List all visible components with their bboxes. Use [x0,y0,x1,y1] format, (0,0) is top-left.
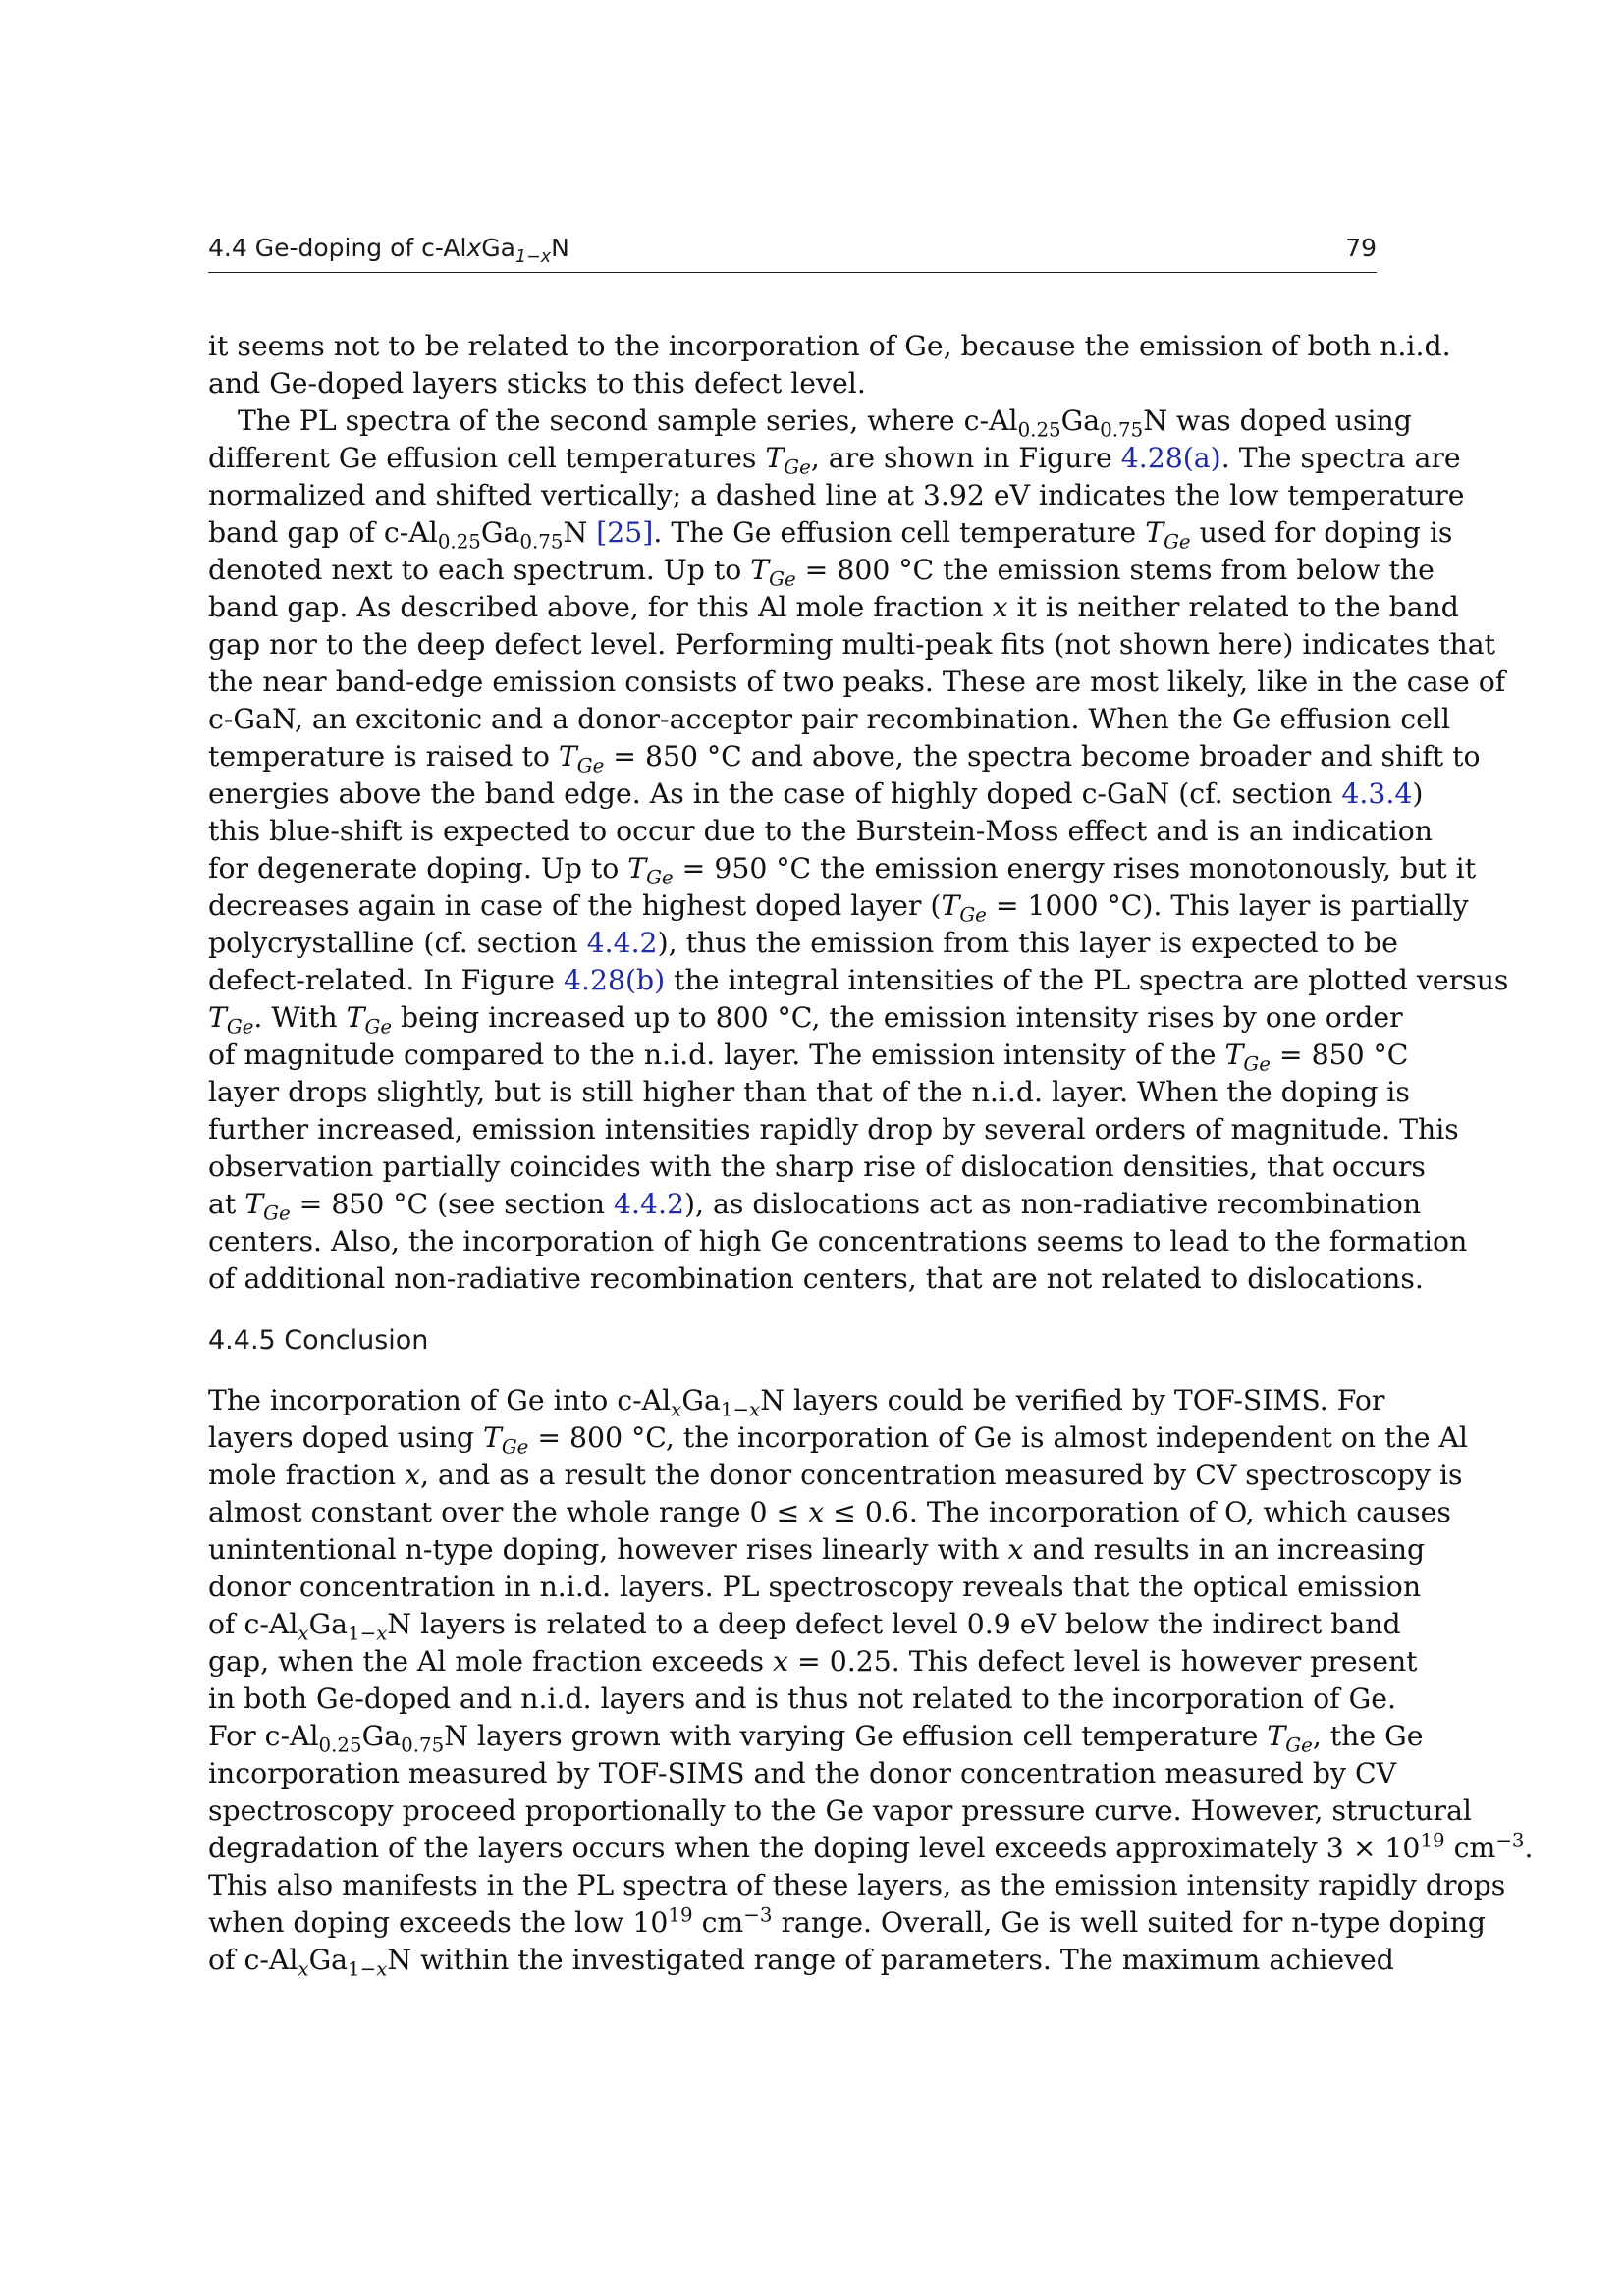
text-line: in both Ge-doped and n.i.d. layers and is thus not related to the incorporation of Ge. [208,1682,1396,1715]
text-line: when doping exceeds the low $10^{19}$ $cm^{-3}$ range. Overall, Ge is well suited for n-type doping [208,1903,1487,1939]
text-line: almost constant over the whole range 0 ≤ x ≤ 0.6. The incorporation of O, which causes [208,1496,1451,1528]
text-line: further increased, emission intensities rapidly drop by several orders of magnitude. This [208,1113,1459,1146]
text-line: donor concentration in n.i.d. layers. PL spectroscopy reveals that the optical emission [208,1571,1422,1603]
text-line: layer drops slightly, but is still higher than that of the n.i.d. layer. When the doping is [208,1076,1410,1108]
text-line: band gap. As described above, for this Al mole fraction x it is neither related to the band [208,591,1459,623]
text-line: temperature is raised to $T_{Ge} = 850$ °C and above, the spectra become broader and shift to [208,740,1481,777]
text-line: denoted next to each spectrum. Up to $T_{Ge} = 800$ °C the emission stems from below the [208,554,1435,591]
text-line: normalized and shifted vertically; a dashed line at 3.92 eV indicates the low temperature [208,479,1465,511]
text-line: at $T_{Ge} = 850$ °C (see section 4.4.2), as dislocations act as non-radiative recombination [208,1188,1422,1225]
text-line: gap nor to the deep defect level. Performing multi-peak fits (not shown here) indicates that [208,628,1495,661]
text-line: defect-related. In Figure 4.28(b) the integral intensities of the PL spectra are plotted versus [208,964,1509,996]
running-header [208,234,1377,267]
text-line: unintentional n-type doping, however rises linearly with x and results in an increasing [208,1533,1426,1566]
text-line: it seems not to be related to the incorporation of Ge, because the emission of both n.i.d. [208,330,1451,362]
section-heading: 4.4.5 Conclusion [208,1325,429,1356]
text-line: of $c-Al_xGa_{1-x}N$ within the investigated range of parameters. The maximum achieved [208,1944,1394,1981]
page-number: 79 [1345,234,1377,262]
text-line: layers doped using $T_{Ge} = 800$ °C, the incorporation of Ge is almost independent on the Al [208,1421,1468,1459]
text-line: $T_{Ge}$. With $T_{Ge}$ being increased up to 800 °C, the emission intensity rises by one order [208,1001,1403,1039]
text-line: this blue-shift is expected to occur due to the Burstein-Moss effect and is an indication [208,815,1433,847]
text-line: The PL spectra of the second sample series, where $c-Al_{0.25}Ga_{0.75}N$ was doped using [238,404,1412,442]
text-line: The incorporation of Ge into $c-Al_xGa_{1-x}N$ layers could be verified by TOF-SIMS. For [208,1384,1385,1421]
text-line: different Ge effusion cell temperatures $T_{Ge}$, are shown in Figure 4.28(a). The spectra are [208,442,1461,479]
text-line: incorporation measured by TOF-SIMS and the donor concentration measured by CV [208,1757,1397,1789]
text-line: centers. Also, the incorporation of high Ge concentrations seems to lead to the formation [208,1225,1468,1257]
running-title: 4.4 Ge-doping of c-AlxGa$_{1-x}$N [208,234,569,267]
body-text-conclusion [208,1382,1534,1981]
text-line: degradation of the layers occurs when the doping level exceeds approximately $3 \times 10^{19}$ $cm^{-3}$. [208,1829,1534,1864]
text-line: band gap of $c-Al_{0.25}Ga_{0.75}N$ [25]. The Ge effusion cell temperature $T_{Ge}$ used for doping is [208,516,1453,554]
text-line: mole fraction x, and as a result the donor concentration measured by CV spectroscopy is [208,1459,1463,1491]
text-line: of magnitude compared to the n.i.d. layer. The emission intensity of the $T_{Ge} = 850$ °C [208,1039,1409,1076]
text-line: observation partially coincides with the sharp rise of dislocation densities, that occurs [208,1150,1426,1183]
text-line: For $c-Al_{0.25}Ga_{0.75}N$ layers grown with varying Ge effusion cell temperature $T_{Ge}$, the Ge [208,1720,1424,1757]
text-line: decreases again in case of the highest doped layer ($T_{Ge} = 1000$ °C). This layer is partially [208,889,1469,927]
text-line: and Ge-doped layers sticks to this defect level. [208,367,866,400]
text-line: of additional non-radiative recombination centers, that are not related to dislocations. [208,1262,1424,1295]
text-line: polycrystalline (cf. section 4.4.2), thus the emission from this layer is expected to be [208,927,1398,959]
header-rule [208,272,1377,273]
text-line: the near band-edge emission consists of two peaks. These are most likely, like in the case of [208,666,1506,698]
text-line: gap, when the Al mole fraction exceeds x = 0.25. This defect level is however present [208,1645,1418,1678]
text-line: of $c-Al_xGa_{1-x}N$ layers is related to a deep defect level 0.9 eV below the indirect band [208,1608,1401,1645]
body-text-upper [208,328,1509,1298]
text-line: energies above the band edge. As in the case of highly doped c-GaN (cf. section 4.3.4) [208,777,1424,810]
text-line: c-GaN, an excitonic and a donor-acceptor pair recombination. When the Ge effusion cell [208,703,1450,735]
text-line: This also manifests in the PL spectra of these layers, as the emission intensity rapidly drops [208,1869,1506,1901]
text-line: spectroscopy proceed proportionally to the Ge vapor pressure curve. However, structural [208,1794,1472,1827]
text-line: for degenerate doping. Up to $T_{Ge} = 950$ °C the emission energy rises monotonously, but it [208,852,1477,889]
